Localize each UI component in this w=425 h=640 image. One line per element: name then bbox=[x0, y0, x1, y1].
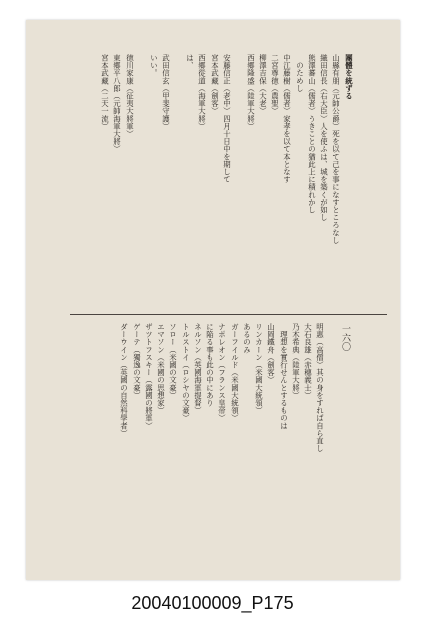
text-column: 中江藤樹（儒者）家孝を以て本となす bbox=[282, 54, 292, 184]
document-page bbox=[26, 20, 400, 580]
text-column: 二宮尊徳（農聖） bbox=[270, 54, 280, 119]
text-column: ナポレオン（フランス皇帝） bbox=[217, 323, 227, 426]
text-column: いい。 bbox=[149, 54, 159, 81]
text-column: ソロー（米國の文豪） bbox=[168, 323, 178, 403]
text-column: エマソン（米國の思想家） bbox=[156, 323, 166, 419]
text-column: トルストイ（ロシヤの文豪） bbox=[181, 323, 191, 426]
text-column: 織田信長（右大臣）人を使ふは、城を築くが如し bbox=[319, 54, 329, 222]
text-column: 山岡鐵舟（劍客） bbox=[266, 323, 276, 388]
text-column: は、 bbox=[185, 54, 195, 74]
image-caption: 20040100009_P175 bbox=[131, 593, 294, 613]
section-heading: 團體を統ずる bbox=[344, 54, 354, 100]
text-column: のためし bbox=[295, 54, 305, 92]
text-column: ダーウイン（英國の自然科學者） bbox=[119, 323, 129, 437]
text-column: あるのみ bbox=[242, 323, 252, 354]
text-column: 東郷平八郎（元帥海軍大將） bbox=[112, 54, 122, 153]
text-column: 明惠（高僧）其の身をすれば自ら直し bbox=[315, 323, 325, 453]
section-divider bbox=[70, 314, 387, 315]
text-column: 山縣有朋（元帥公爵）死を以て己を事になすところなし bbox=[331, 54, 341, 244]
text-column: 乃木希典（陸軍大將） bbox=[291, 323, 301, 403]
text-column: 理想を實行せんとするものは bbox=[279, 323, 289, 437]
text-column: 柳澤吉保（大老） bbox=[258, 54, 268, 119]
text-column: ネルソン（英國海軍提督） bbox=[193, 323, 203, 419]
text-column: 宮本武藏（二天一流） bbox=[100, 54, 110, 130]
text-column: ザツトフスキー（露國の將軍） bbox=[144, 323, 154, 434]
text-column: 西郷從道（海軍大將） bbox=[197, 54, 207, 134]
page-number: 一六〇 bbox=[340, 324, 350, 351]
text-column: 徳川家康（征夷大將軍） bbox=[125, 54, 135, 142]
text-column: ゲーテ（獨逸の文豪） bbox=[132, 323, 142, 399]
text-column: 武田信玄（甲斐守護） bbox=[161, 54, 171, 134]
text-column: 安藤信正（老中）四月十日中を期して bbox=[222, 54, 232, 191]
text-column: リンカーン（米國大統領） bbox=[254, 323, 264, 419]
text-column: 宮本武藏（劍客） bbox=[210, 54, 220, 119]
text-column: に陥る事も此の中にあり bbox=[205, 323, 215, 407]
text-column: 西郷隆盛（陸軍大將） bbox=[246, 54, 256, 134]
text-column: ガーフイルド（米國大統領） bbox=[230, 323, 240, 426]
text-column: 熊澤蕃山（儒者）うきことの猶此上に積れかし bbox=[307, 54, 317, 214]
text-column: 大石良雄（赤穗義士） bbox=[303, 323, 313, 403]
